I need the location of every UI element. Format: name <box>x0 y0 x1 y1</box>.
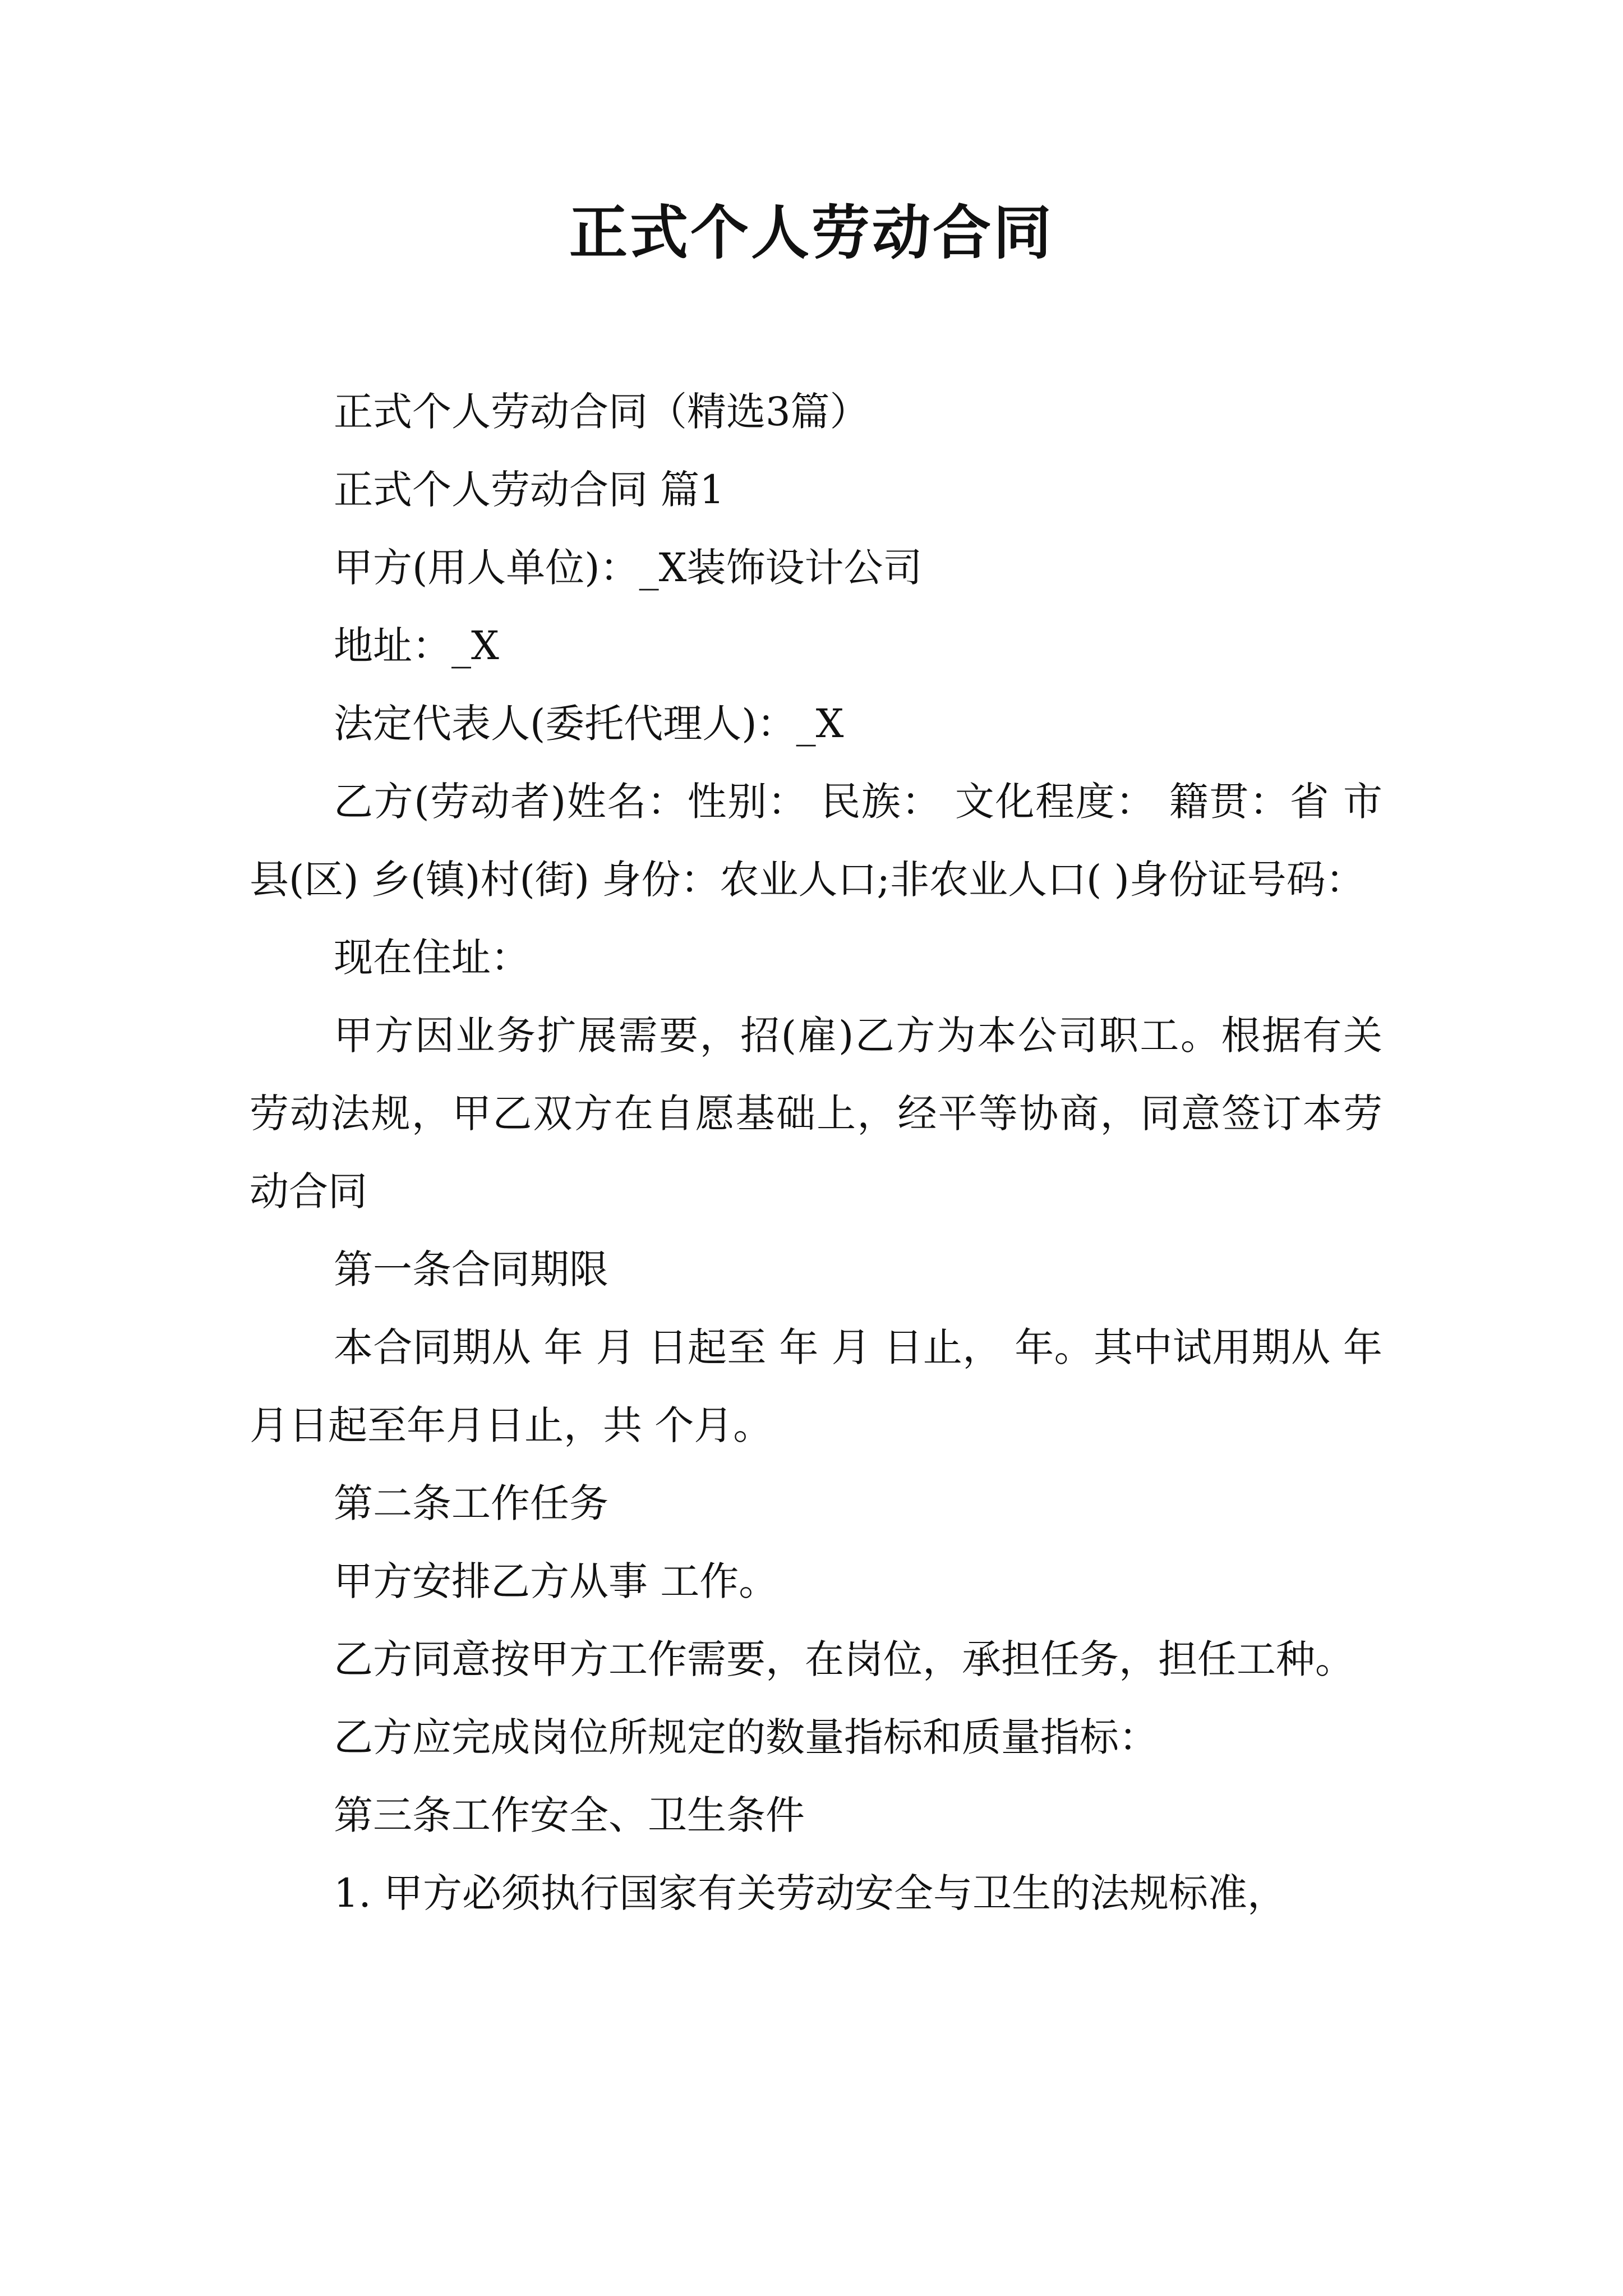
paragraph-article-2-body-2: 乙方同意按甲方工作需要，在岗位，承担任务，担任工种。 <box>334 1636 1354 1682</box>
paragraph-article-2-body-3: 乙方应完成岗位所规定的数量指标和质量指标： <box>334 1714 1158 1760</box>
paragraph-article-1-heading: 第一条合同期限 <box>334 1246 608 1292</box>
paragraph-article-1-body: 本合同期从 年 月 日起至 年 月 日止， 年。其中试用期从 年月日起至年月日止，共 个月。 <box>250 1324 1382 1448</box>
paragraph-party-b: 乙方(劳动者)姓名：性别： 民族： 文化程度： 籍贯：省 市 县(区) 乡(镇)村(街) 身份：农业人口;非农业人口( )身份证号码： <box>250 779 1382 903</box>
paragraph-current-address: 现在住址： <box>334 935 530 981</box>
paragraph-article-2-heading: 第二条工作任务 <box>334 1480 608 1526</box>
paragraph-preamble: 甲方因业务扩展需要，招(雇)乙方为本公司职工。根据有关劳动法规，甲乙双方在自愿基础上，经平等协商，同意签订本劳动合同 <box>250 1013 1382 1214</box>
paragraph-article-3-heading: 第三条工作安全、卫生条件 <box>334 1792 805 1838</box>
paragraph-article-3-item-1: 1. 甲方必须执行国家有关劳动安全与卫生的法规标准， <box>334 1870 1287 1916</box>
paragraph-article-2-body-1: 甲方安排乙方从事 工作。 <box>334 1558 778 1604</box>
paragraph-subtitle: 正式个人劳动合同（精选3篇） <box>334 389 869 435</box>
paragraph-address: 地址：_X <box>334 623 499 669</box>
paragraph-section-heading: 正式个人劳动合同 篇1 <box>334 467 725 513</box>
paragraph-legal-representative: 法定代表人(委托代理人)：_X <box>334 701 844 747</box>
paragraph-party-a: 甲方(用人单位)：_X装饰设计公司 <box>334 545 923 591</box>
document-body <box>250 373 1382 1932</box>
document-title: 正式个人劳动合同 <box>569 198 1054 267</box>
